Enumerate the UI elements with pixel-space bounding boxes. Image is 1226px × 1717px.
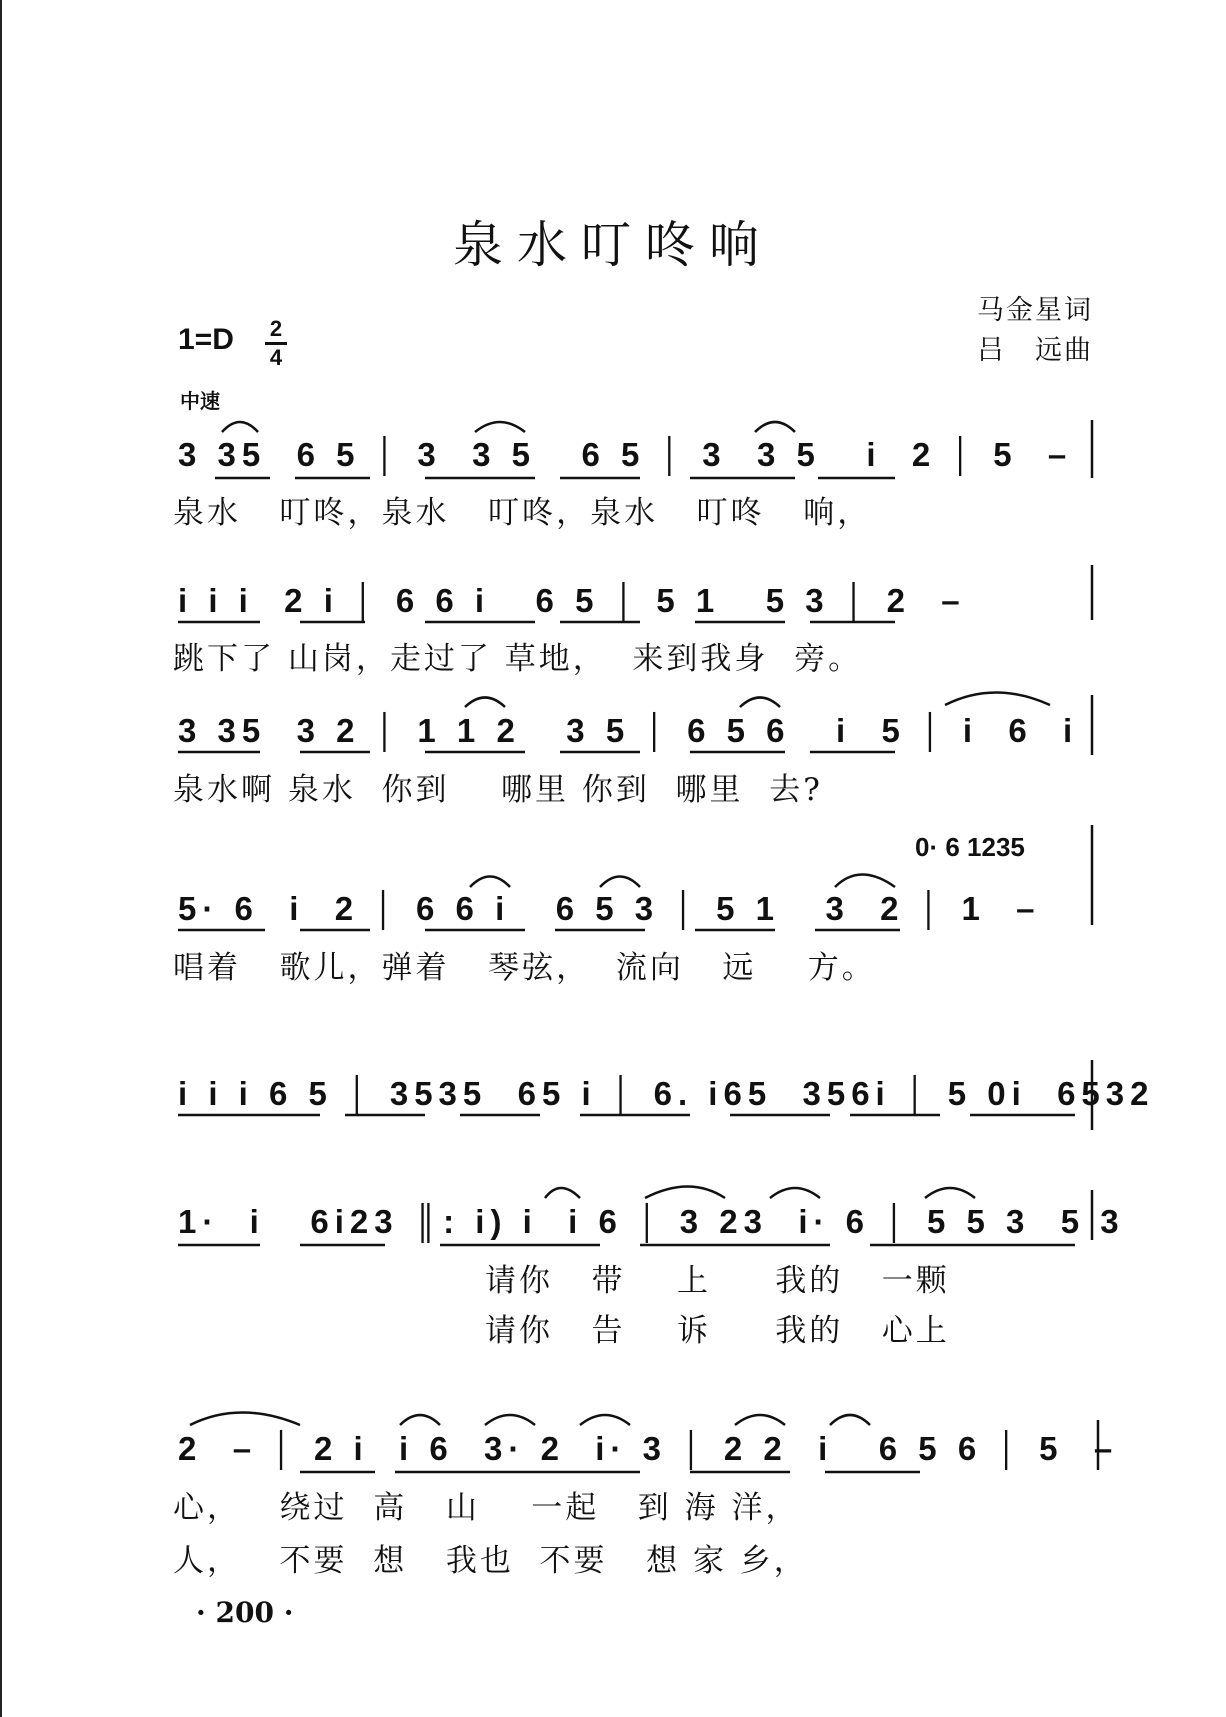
lyricist-credit: 马金星词 — [977, 295, 1093, 326]
lyric-row-7-verse-1: 心， 绕过 高 山 一起 到 海 洋， — [173, 1490, 800, 1526]
notation-row-7: 2 – │ 2 i i 6 3· 2 i· 3 │ 2 2 i 6 5 6 │ 5 – — [178, 1430, 1119, 1467]
lyric-row-1: 泉水 叮咚，泉水 叮咚，泉水 叮咚 响， — [173, 495, 872, 531]
notation-row-2: i i i 2 i │ 6 6 i 6 5 │ 5 1 5 3 │ 2 – — [178, 582, 966, 619]
key-signature: 1=D — [178, 323, 234, 356]
lyric-row-2: 跳下了 山岗，走过了 草地， 来到我身 旁。 — [173, 641, 863, 677]
intro-notes: 0· 6 1235 — [915, 832, 1025, 862]
song-title: 泉水叮咚响 — [453, 216, 773, 274]
lyric-row-4: 唱着 歌儿，弹着 琴弦， 流向 远 方。 — [173, 950, 876, 986]
notation-row-4: 5· 6 i 2 │ 6 6 i 6 5 3 │ 5 1 3 2 │ 1 – — [178, 890, 1041, 927]
time-signature-top: 2 — [269, 316, 283, 341]
lyric-row-3: 泉水啊 泉水 你到 哪里 你到 哪里 去? — [173, 772, 823, 808]
notation-row-5: i i i 6 5 │ 3535 65 i │ 6. i65 356i │ 5 0i 6532 — [178, 1075, 1155, 1112]
time-signature-bottom: 4 — [269, 345, 283, 370]
notation-row-6: 1· i 6i23 ║: i) i i 6 │ 3 23 i· 6 │ 5 5 3 5 3 — [178, 1203, 1125, 1240]
lyric-row-6-verse-2: 请你 告 诉 我的 心上 — [485, 1313, 950, 1349]
tempo-marking: 中速 — [180, 389, 220, 413]
page-number: · 200 · — [196, 1596, 294, 1629]
lyric-row-6-verse-1: 请你 带 上 我的 一颗 — [485, 1263, 950, 1299]
notation-row-3: 3 35 3 2 │ 1 1 2 3 5 │ 6 5 6 i 5 │ i 6 i — [178, 712, 1079, 749]
lyric-row-7-verse-2: 人， 不要 想 我也 不要 想 家 乡， — [173, 1543, 808, 1579]
composer-credit: 吕 远曲 — [977, 335, 1093, 366]
notation-row-1: 3 35 6 5 │ 3 3 5 6 5 │ 3 3 5 i 2 │ 5 – — [178, 436, 1073, 473]
